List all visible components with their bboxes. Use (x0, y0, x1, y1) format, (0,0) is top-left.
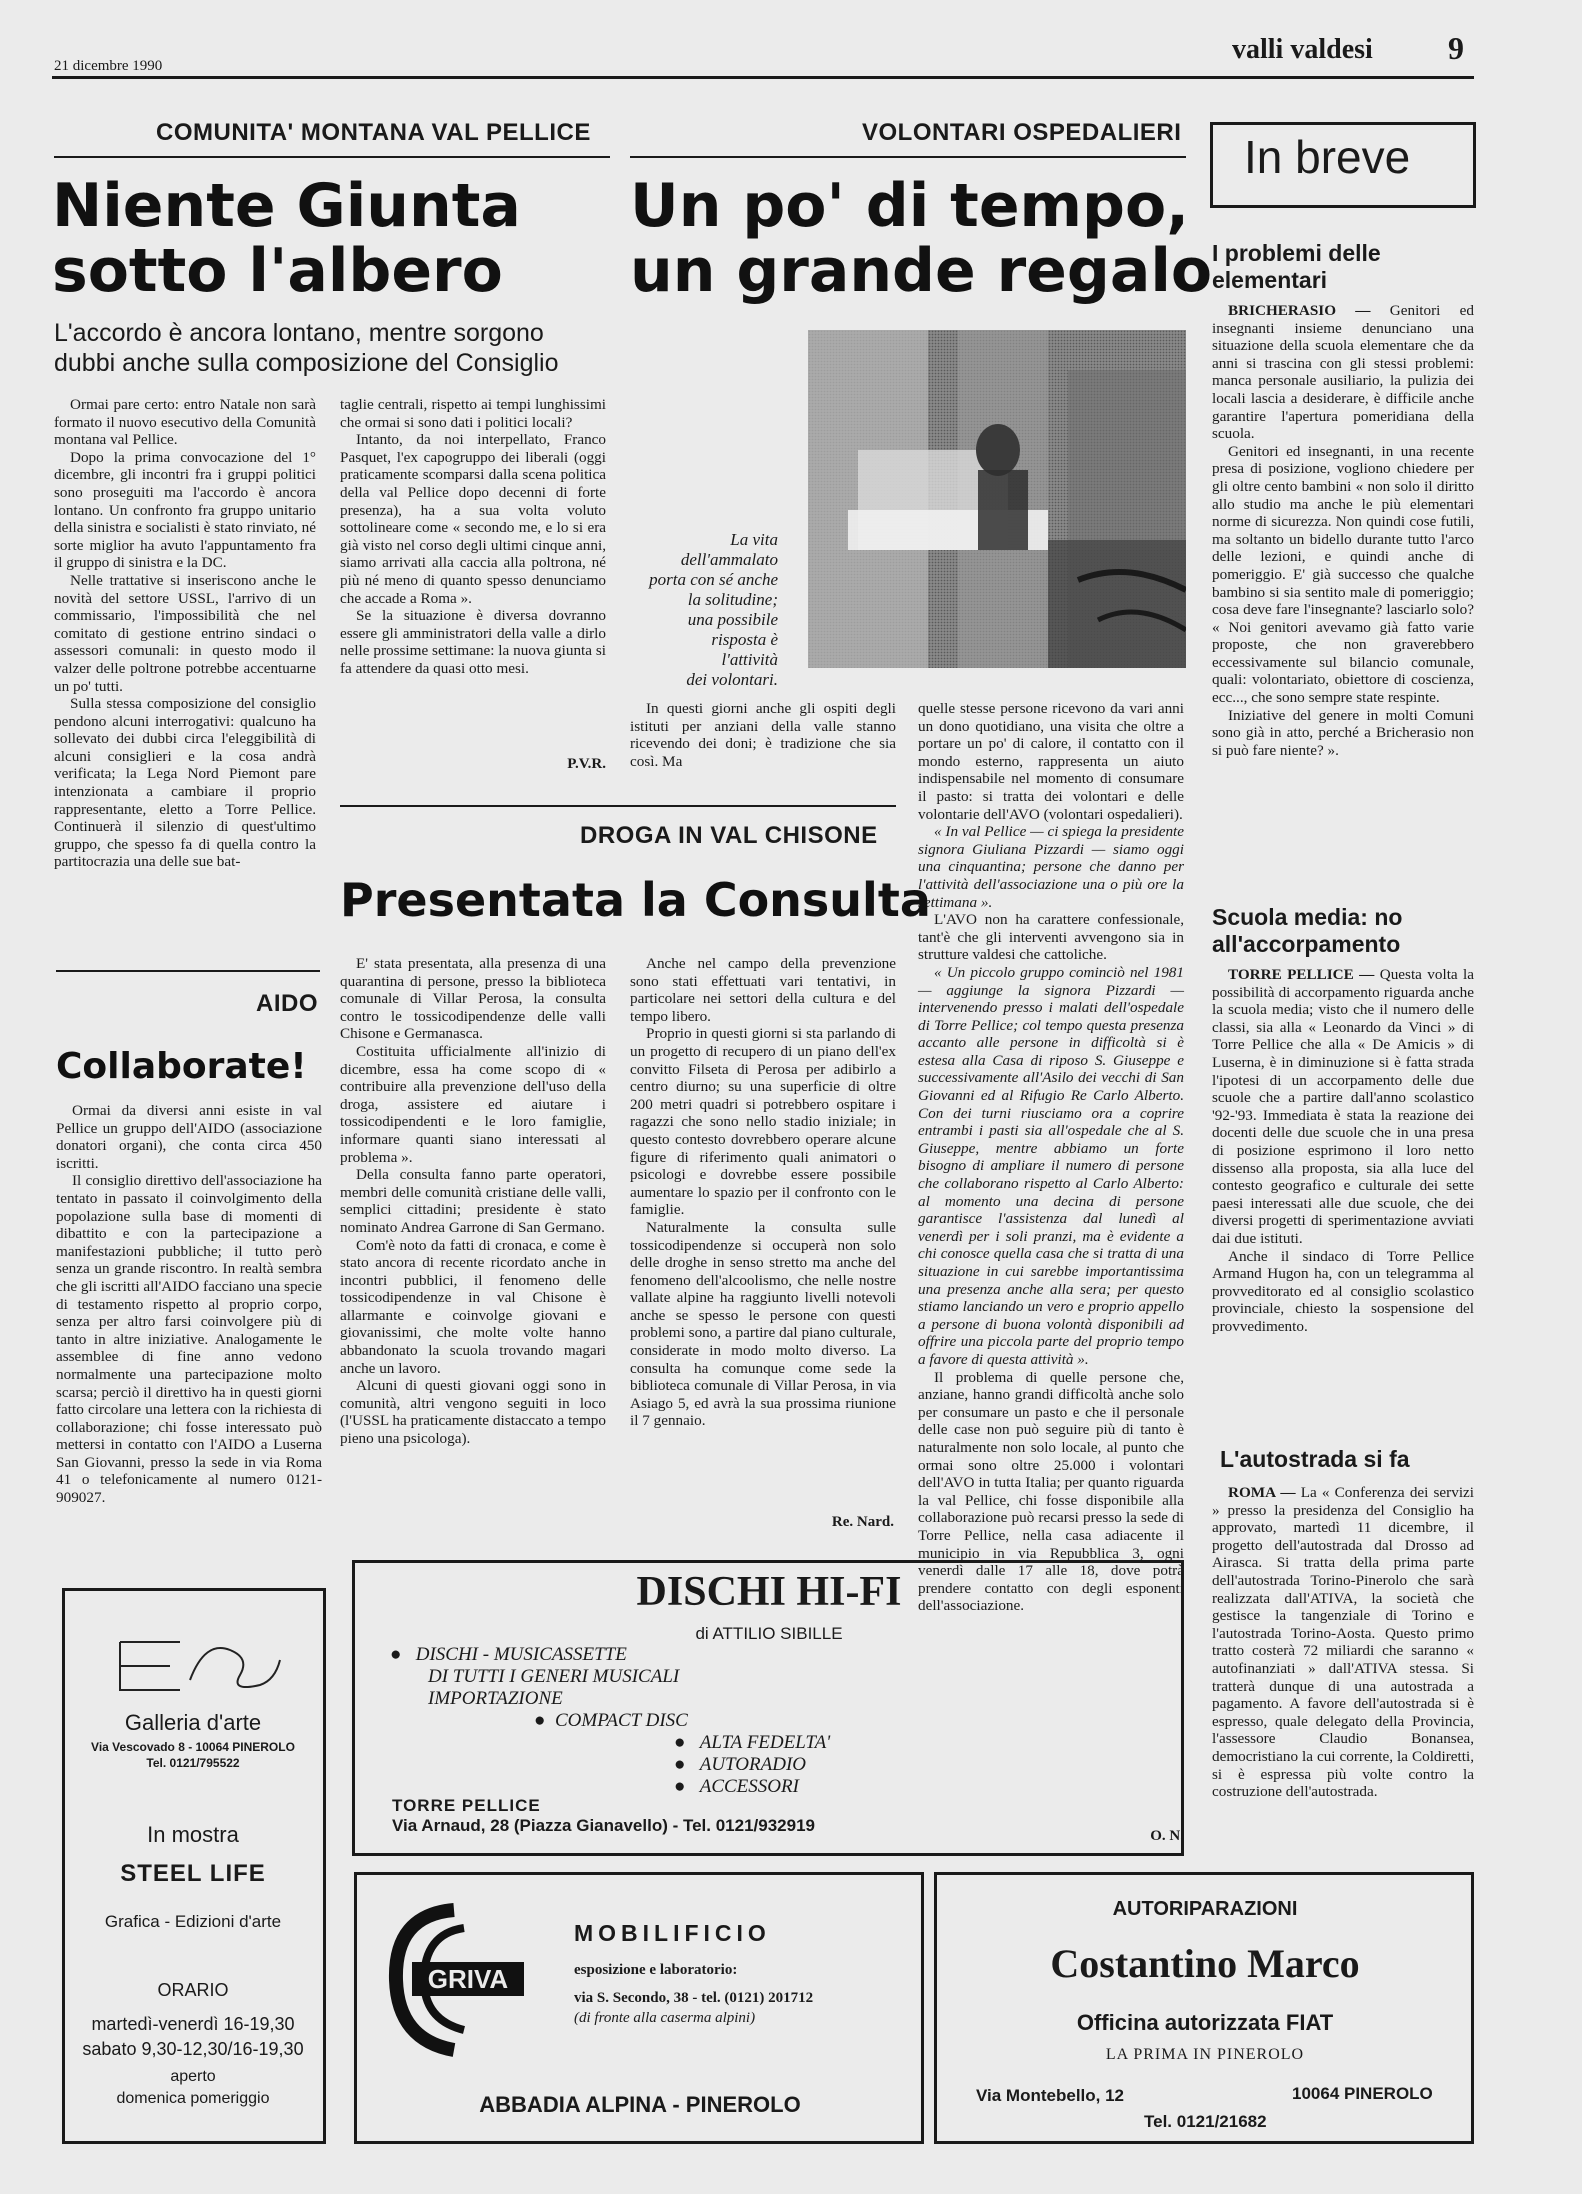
paragraph (1212, 302, 1474, 443)
dischi-items (390, 1644, 830, 1798)
paragraph: Ormai pare certo: entro Natale non sarà formato il nuovo esecutivo della Comunità montana val Pellice. (54, 396, 316, 449)
paragraph: Nelle trattative si inseriscono anche le novità del settore USSL, l'arrivo di un commissario, l'impossibilità che nel comitato di gestione entrino sindaci o assessori comunali: in questo modo il valzer delle poltrone potrebbe accentuarne un po' tutti. (54, 571, 316, 695)
hours-line: aperto (170, 2068, 216, 2085)
caption-line: La vita (730, 530, 778, 549)
brief2-title-line2: all'accorpamento (1212, 931, 1401, 957)
dischi-address: Via Arnaud, 28 (Piazza Gianavello) - Tel. 0121/932919 (392, 1816, 815, 1835)
paragraph: taglie centrali, rispetto ai tempi lunghissimi che ormai si sono dati i politici locali? (340, 396, 606, 431)
paragraph: Ormai da diversi anni esiste in val Pellice un gruppo dell'AIDO (associazione donatori organi), che conta circa 450 iscritti. (56, 1102, 322, 1172)
header-rule (52, 76, 1474, 79)
brief1-lead: BRICHERASIO — (1228, 302, 1390, 319)
dischi-item (390, 1754, 830, 1776)
paragraph: Della consulta fanno parte operatori, membri delle comunità cristiane delle valli, semplici cittadini; presidente è stato nominato Andrea Garrone di San Germano. (340, 1166, 606, 1236)
page-number: 9 (1448, 30, 1464, 66)
paragraph: Dopo la prima convocazione del 1° dicembre, gli incontri fra i gruppi politici sono proseguiti ma l'accordo è ancora lontano. Un confronto fra gruppo unitario della sinistra e socialisti è stato rinviato, né sorte miglior ha avuto l'appuntamento fra il gruppo di sinistra e la DC. (54, 448, 316, 572)
brief1-text (1212, 302, 1474, 759)
hours-line: domenica pomeriggio (116, 2090, 270, 2107)
paragraph: Anche il sindaco di Torre Pellice Armand Hugon ha, con un telegramma al provveditorato ed al consiglio scolastico provinciale, chiesto la sospensione del provvedimento. (1212, 1247, 1474, 1335)
auto-kicker: AUTORIPARAZIONI (1112, 1898, 1298, 1920)
paragraph: In questi giorni anche gli ospiti degli istituti per anziani della valle stanno ricevendo dei doni; è tradizione che sia così. Ma (630, 700, 896, 770)
galleria-name: Galleria d'arte (124, 1710, 262, 1735)
hours-line: sabato 9,30-12,30/16-19,30 (82, 2039, 304, 2059)
paragraph: L'AVO non ha carattere confessionale, tant'è che gli interventi avvengono sia in strutture valdesi che cattoliche. (918, 911, 1184, 964)
caption-line: dell'ammalato (680, 550, 778, 569)
dischi-item (390, 1776, 830, 1798)
article2-signature: O. N. (1150, 1828, 1184, 1844)
auto-line1: Officina autorizzata FIAT (1076, 2010, 1334, 2035)
caption-line: dei volontari. (686, 670, 778, 689)
paragraph: « Un piccolo gruppo cominciò nel 1981 — aggiunge la signora Pizzardi — intervenendo presso i malati dell'ospedale di Torre Pellice; col tempo questa presenza accanto alle persone in difficoltà si è estesa alla Casa di riposo S. Giuseppe e successivamente all'Asilo dei vecchi di San Giovanni ed al Rifugio Re Carlo Alberto. Con dei turni riusciamo ora a coprire entrambi i pasti sia all'ospedale che al S. Giuseppe, mentre abbiamo un forte bisogno di ampliare il numero di persone che collaborano rispetto al Carlo Alberto: al momento una decina di persone garantisce l'assistenza dal lunedì al venerdì per i soli pranzi, ma è evidente a chi conosce quella casa che si tratta di una situazione in cui sarebbe importantissima una presenza anche alla sera; per questo stiamo lanciando un vero e proprio appello a persone di buona volontà disponibili ad offrire una piccola parte del proprio tempo a favore di questa attività ». (918, 963, 1184, 1368)
galleria-address: Via Vescovado 8 - 10064 PINEROLO (91, 1740, 295, 1754)
article1-title (52, 171, 521, 306)
galleria-show-intro: In mostra (147, 1822, 239, 1847)
paragraph: E' stata presentata, alla presenza di una quarantina di persone, presso la biblioteca comunale di Villar Perosa, la consulta contro le tossicodipendenze delle valli Chisone e Germanasca. (340, 955, 606, 1043)
brief3-lead: ROMA — (1228, 1484, 1301, 1501)
caption-line: una possibile (687, 610, 778, 629)
aido-text (56, 1102, 322, 1507)
caption-line: la solitudine; (687, 590, 778, 609)
brief2-lead: TORRE PELLICE — (1228, 966, 1380, 983)
dischi-item (390, 1688, 830, 1710)
aido-title: Collaborate! (56, 1046, 307, 1087)
bullet-icon: ● (674, 1776, 686, 1797)
bullet-icon: ● (390, 1644, 402, 1665)
article1-subtitle-line1: L'accordo è ancora lontano, mentre sorgono (54, 319, 544, 347)
article1-col1 (54, 396, 316, 871)
paragraph: « In val Pellice — ci spiega la presidente signora Giuliana Pizzardi — siamo oggi una cinquantina; persone che danno per l'attività dell'associazione una o più ore la settimana ». (918, 823, 1184, 911)
article2-title (630, 171, 1213, 306)
paragraph: Proprio in questi giorni si sta parlando di un progetto di recupero di un piano dell'ex convitto Filseta di Perosa per adibirlo a centro diurno; su una superficie di oltre 200 metri quadri si potrebbero ospitare i ragazzi che sono nello stadio iniziale; in questo contesto dovrebbero operare alcune figure di riferimento quali animatori o psicologi e dovrebbe essere possibile aumentare lo spazio per il confronto con le famiglie. (630, 1025, 896, 1219)
dischi-item (390, 1710, 830, 1732)
brief2-title (1212, 904, 1402, 958)
auto-name: Costantino Marco (1050, 1941, 1360, 1986)
bullet-icon: ● (674, 1732, 686, 1753)
paragraph: Genitori ed insegnanti, in una recente presa di posizione, vogliono chiedere per gli oltre cento bambini « non solo il diritto allo studio ma anche le più elementari norme di sicurezza. Non quindi cose futili, ma soltanto un bidello durante tutto l'arco delle lezioni, e quindi anche di pomeriggio. E' già successo che qualche bambino si sia sentito male di pomeriggio; cosa deve fare l'insegnante? lasciarlo solo? « Noi genitori avevamo già fatto varie proposte, che non graverebbero eccessivamente sul bilancio comunale, quali: volontariato, obiettore di coscienza, ecc..., che sono sempre state respinte. (1212, 442, 1474, 707)
paragraph: Anche nel campo della prevenzione sono stati effettuati vari tentativi, in particolare nei settori della cultura e del tempo libero. (630, 955, 896, 1025)
dischi-item-label: COMPACT DISC (554, 1710, 688, 1731)
bullet-icon: ● (674, 1754, 686, 1775)
dischi-item (390, 1666, 830, 1688)
article2-col-a (630, 700, 896, 770)
issue-date: 21 dicembre 1990 (54, 58, 163, 74)
dischi-item (390, 1644, 830, 1666)
brief1-title-line1: I problemi delle (1212, 240, 1381, 266)
griva-logo-icon (384, 1900, 544, 2060)
dischi-item-label: ALTA FEDELTA' (699, 1732, 831, 1753)
paragraph: quelle stesse persone ricevono da vari anni un dono quotidiano, una visita che oltre a portare un po' di calore, il contatto con il mondo esterno, rappresenta un aiuto indispensabile nel momento di consumare il pasto: si tratta dei volontari e delle volontarie dell'AVO (volontari ospedalieri). (918, 700, 1184, 823)
brief1-title-line2: elementari (1212, 267, 1328, 293)
paragraph: Naturalmente la consulta sulle tossicodipendenze si occuperà non solo delle droghe in senso stretto ma anche del fenomeno dell'alcoolismo, che nelle nostre vallate alpine ha raggiunto livelli notevoli anche se spesso le persone con questi problemi sono, a partire dal piano culturale, considerate in modo molto diverso. La consulta ha comunque come sede la biblioteca comunale di Villar Perosa, in via Asiago 5, ed avrà la sua prossima riunione il 7 gennaio. (630, 1218, 896, 1430)
hours-line: martedì-venerdì 16-19,30 (91, 2014, 295, 2034)
paragraph (1212, 1484, 1474, 1801)
mobilificio-title: MOBILIFICIO (574, 1920, 771, 1946)
paragraph (1212, 966, 1474, 1248)
auto-tel: Tel. 0121/21682 (1144, 2112, 1267, 2131)
dischi-item-label: DI TUTTI I GENERI MUSICALI (428, 1666, 680, 1687)
galleria-show-title: STEEL LIFE (120, 1860, 266, 1887)
caption-line: risposta è (711, 630, 778, 649)
paragraph: Il problema di quelle persone che, anziane, hanno grandi difficoltà anche solo per consumare un pasto e che il personale delle case non può seguire più di tanto è naturalmente non solo locale, al punto che ormai sono oltre 25.000 i volontari dell'AVO in tutta Italia; per quanto riguarda la val Pellice, chi fosse disponibile alla collaborazione può recarsi presso la sede di Torre Pellice, nella casa adiacente il municipio in via Repubblica 3, ogni venerdì dalle 17 alle 18, dove potrà prendere contatto con degli esponenti dell'associazione. (918, 1368, 1184, 1615)
paragraph: Sulla stessa composizione del consiglio pendono alcuni interrogativi: qualcuno ha sollevato dei dubbi circa l'eleggibilità di alcuni consiglieri e la cosa andrà verificata; la Lega Nord Piemont pare intenzionata a cambiare il proprio rappresentante, eletto a Torre Pellice. Continuerà il silenzio di quest'ultimo gruppo, che spesso fa di quella contro la partitocrazia una delle sue bat- (54, 695, 316, 871)
mobilificio-line1: esposizione e laboratorio: (574, 1962, 738, 1978)
bullet-icon: ● (534, 1710, 546, 1731)
article1-subtitle-line2: dubbi anche sulla composizione del Consiglio (54, 349, 559, 377)
brief2-text (1212, 966, 1474, 1335)
auto-city: 10064 PINEROLO (1292, 2084, 1433, 2103)
brief1-p1: Genitori ed insegnanti insieme denunciano una situazione della scuola elementare che da anni si trascina con gli stessi problemi: manca personale ausiliario, la pulizia dei locali lascia a desiderare, è difficile anche garantire l'apertura pomeridiana della scuola. (1212, 302, 1474, 443)
dischi-item (390, 1732, 830, 1754)
galleria-logo-icon (110, 1630, 290, 1700)
dischi-item-label: IMPORTAZIONE (428, 1688, 563, 1709)
article1-rule (54, 156, 610, 158)
article1-subtitle (54, 318, 614, 378)
brief3-text (1212, 1484, 1474, 1801)
paragraph: Iniziative del genere in molti Comuni sono già in atto, perché a Bricherasio non si può fare niente? ». (1212, 706, 1474, 759)
article3-kicker: DROGA IN VAL CHISONE (580, 822, 878, 849)
article3-title: Presentata la Consulta (340, 873, 931, 927)
galleria-hours (66, 2012, 320, 2110)
brief2-p1: Questa volta la possibilità di accorpamento riguarda anche la scuola media; visto che il numero delle classi, sia alla « Leonardo da Vinci » di Torre Pellice che alla « De Amicis » di Luserna, è in diminuzione si è fatta strada l'ipotesi di un accorpamento delle due scuole che a partire dall'anno scolastico '92-'93. Immediata è stata la reazione dei docenti delle due scuole che in una presa di posizione esprimono il loro netto dissenso alla proposta, sia alla luce del contesto geografico e culturale dei sette paesi interessati alle due scuole, che dei diversi progetti di sperimentazione avviati dai due istituti. (1212, 966, 1474, 1247)
article2-rule (630, 156, 1186, 158)
hospital-photo (808, 330, 1186, 668)
article1-kicker: COMUNITA' MONTANA VAL PELLICE (156, 119, 591, 146)
brief3-p1: La « Conferenza dei servizi » presso la presidenza del Consiglio ha approvato, martedì 11 dicembre, il progetto dell'autostrada dal Drosso ad Airasca. Si tratta della prima parte dell'autostrada Torino-Pinerolo che sarà realizzata dall'ATIVA, la società che gestisce la tangenziale di Torino e l'autostrada Torino-Aosta. Questo primo tratto costerà 72 miliardi che saranno « autofinanziati » dall'ATIVA stessa. Si tratterà dunque di una autostrada a pagamento. A favore dell'autostrada si è espresso, quale delegato della Provincia, l'assessore Claudio Bonansea, democristiano la cui corrente, la Coldiretti, si è espressa più volte contro la costruzione dell'autostrada. (1212, 1484, 1475, 1801)
auto-line2: LA PRIMA IN PINEROLO (1105, 2046, 1305, 2063)
aido-kicker: AIDO (256, 990, 318, 1017)
paragraph: Com'è noto da fatti di cronaca, e come è stato ancora di recente ricordato anche in incontri pubblici, il fenomeno delle tossicodipendenze in val Chisone è allarmante e coinvolge giovani e giovanissimi, che molte volte hanno abbandonato la scuola trovando magari anche un lavoro. (340, 1236, 606, 1377)
paragraph: Costituita ufficialmente all'inizio di dicembre, essa ha come scopo di « contribuire alla prevenzione dell'uso della droga, assistere ed aiutare i tossicodipendenti e le loro famiglie, informare quanti siano interessati al problema ». (340, 1042, 606, 1166)
dischi-item-label: ACCESSORI (699, 1776, 799, 1797)
paragraph: Intanto, da noi interpellato, Franco Pasquet, l'ex capogruppo dei liberali (oggi praticamente scomparsi dalla scena politica della val Pellice dopo decenni di forte presenza), ha a sua volta voluto sottolineare come « secondo me, e lo si era già visto nel corso degli ultimi cinque anni, siamo arrivati alla caccia alla poltrona, né più né meno di quanto spesso denunciamo che accade a Roma ». (340, 431, 606, 607)
dischi-owner: di ATTILIO SIBILLE (695, 1624, 843, 1643)
brief1-title (1212, 240, 1381, 294)
caption-line: l'attività (721, 650, 778, 669)
photo-caption (620, 530, 778, 690)
galleria-show-sub: Grafica - Edizioni d'arte (104, 1912, 282, 1931)
caption-line: porta con sé anche (649, 570, 778, 589)
article2-title-line2: un grande regalo (630, 235, 1213, 306)
galleria-hours-title: ORARIO (157, 1980, 229, 2000)
mobilificio-line3: (di fronte alla caserma alpini) (574, 2010, 756, 2026)
galleria-tel: Tel. 0121/795522 (146, 1756, 240, 1770)
article3-rule (340, 805, 896, 807)
in-breve-title: In breve (1244, 131, 1411, 183)
auto-address: Via Montebello, 12 (976, 2086, 1125, 2105)
aido-rule (56, 970, 320, 972)
mobilificio-town: ABBADIA ALPINA - PINEROLO (479, 2092, 801, 2117)
article1-title-line1: Niente Giunta (52, 171, 521, 241)
newspaper-name: valli valdesi (1232, 34, 1373, 65)
dischi-title: DISCHI HI-FI (636, 1569, 902, 1615)
dischi-item-label: AUTORADIO (699, 1754, 806, 1775)
griva-logo-text: GRIVA (427, 1964, 509, 1994)
brief2-title-line1: Scuola media: no (1212, 904, 1403, 930)
article3-signature: Re. Nard. (831, 1514, 894, 1530)
brief3-title: L'autostrada si fa (1220, 1446, 1410, 1472)
article2-kicker: VOLONTARI OSPEDALIERI (862, 119, 1182, 146)
dischi-item-label: DISCHI - MUSICASSETTE (415, 1644, 627, 1665)
article1-signature: P.V.R. (567, 756, 606, 772)
article2-title-line1: Un po' di tempo, (630, 171, 1190, 241)
paragraph: Il consiglio direttivo dell'associazione ha tentato in passato il coinvolgimento della popolazione sulla base di momenti di dibattito e con la partecipazione a manifestazioni pubbliche; il tutto però senza un grande riscontro. In realtà sembra che gli iscritti all'AIDO facciano una specie di testamento rispetto al proprio corpo, senza per altro farsi coinvolgere più di tanto in altre iniziative. Analogamente le assemblee di fine anno vedono normalmente una partecipazione molto scarsa; perciò il direttivo ha in questi giorni fatto circolare una lettera con la richiesta di collaborazione; chi fosse interessato può mettersi in contatto con l'AIDO a Luserna San Giovanni, presso la sede in via Roma 41 o telefonicamente al numero 0121-909027. (56, 1172, 322, 1507)
article1-title-line2: sotto l'albero (52, 235, 503, 306)
dischi-town: TORRE PELLICE (392, 1796, 541, 1815)
paragraph: Se la situazione è diversa dovranno essere gli amministratori della valle a dirlo nelle prossime settimane: la nuova giunta si fa attendere da quasi otto mesi. (340, 607, 606, 677)
article1-col2 (340, 396, 606, 678)
paragraph: Alcuni di questi giovani oggi sono in comunità, altri vengono seguiti in loco (l'USSL ha praticamente distaccato a tempo pieno una psicologa). (340, 1377, 606, 1448)
article2-col-b (918, 700, 1184, 1615)
mobilificio-line2: via S. Secondo, 38 - tel. (0121) 201712 (574, 1990, 814, 2006)
article3-col1 (340, 955, 606, 1448)
article3-col2 (630, 955, 896, 1430)
